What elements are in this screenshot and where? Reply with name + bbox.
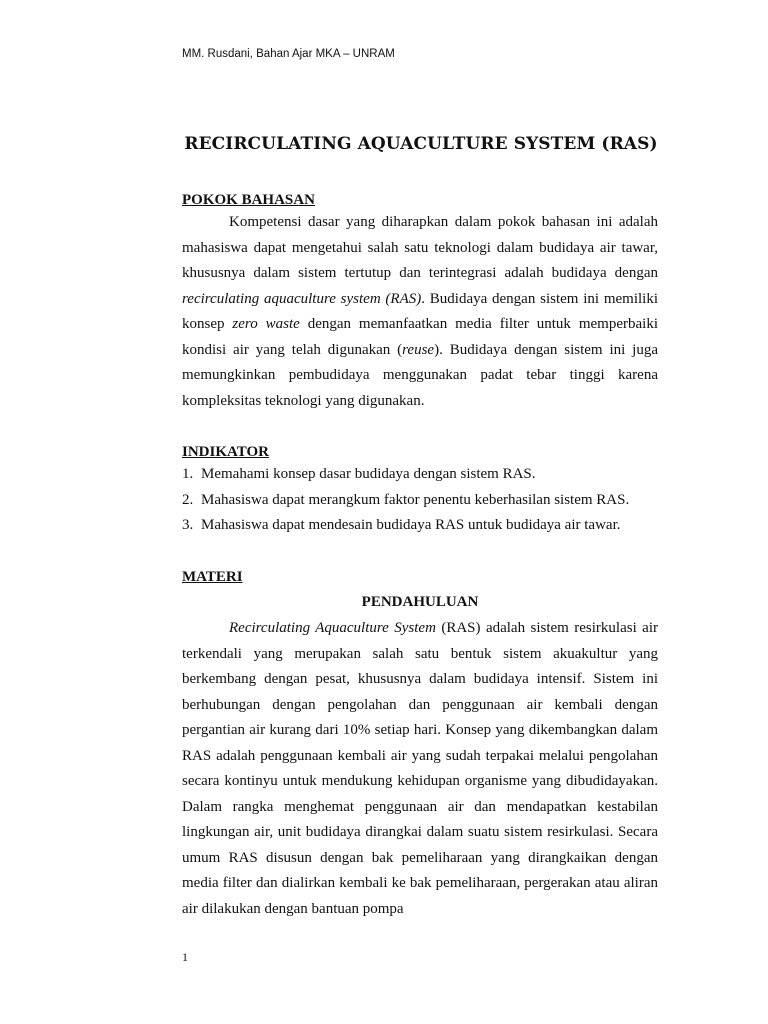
- pendahuluan-subheading: PENDAHULUAN: [361, 594, 479, 610]
- list-item: 2. Mahasiswa dapat merangkum faktor penentu keberhasilan sistem RAS.: [182, 491, 630, 508]
- pokok-bahasan-heading: POKOK BAHASAN: [182, 192, 315, 208]
- indikator-list: [182, 462, 658, 539]
- pokok-bahasan-paragraph: Kompetensi dasar yang diharapkan dalam pokok bahasan ini adalah mahasiswa dapat mengetahui salah satu teknologi dalam budidaya air tawar, khususnya dalam sistem tertutup dan terintegrasi adalah budidaya dengan recirculating aquaculture system (RAS). Budidaya dengan sistem ini memiliki konsep zero waste dengan memanfaatkan media filter untuk memperbaiki kondisi air yang telah digunakan (reuse). Budidaya dengan sistem ini juga memungkinkan pembudidaya menggunakan padat tebar tinggi karena kompleksitas teknologi yang digunakan.: [182, 214, 659, 409]
- running-header: MM. Rusdani, Bahan Ajar MKA – UNRAM: [182, 48, 395, 60]
- materi-heading: MATERI: [182, 569, 243, 585]
- materi-paragraph: Recirculating Aquaculture System (RAS) adalah sistem resirkulasi air terkendali yang merupakan salah satu bentuk sistem akuakultur yang berkembang dengan pesat, khususnya dalam budidaya intensif. Sistem ini berhubungan dengan pengolahan dan penggunaan air kembali dengan pergantian air kurang dari 10% setiap hari. Konsep yang dikembangkan dalam RAS adalah penggunaan kembali air yang sudah terpakai melalui pengolahan secara kontinyu untuk mendukung kehidupan organisme yang dibudidayakan. Dalam rangka menghemat penggunaan air dan mendapatkan kestabilan lingkungan air, unit budidaya dirangkai dalam suatu sistem resirkulasi. Secara umum RAS disusun dengan bak pemeliharaan yang dirangkaikan dengan media filter dan dialirkan kembali ke bak pemeliharaan, pergerakan atau aliran air dilakukan dengan bantuan pompa: [182, 620, 659, 917]
- list-item: 1. Memahami konsep dasar budidaya dengan sistem RAS.: [182, 466, 536, 482]
- list-item: 3. Mahasiswa dapat mendesain budidaya RAS untuk budidaya air tawar.: [182, 517, 621, 533]
- indikator-heading: INDIKATOR: [182, 444, 269, 460]
- page-number: 1: [182, 950, 188, 964]
- document-title: RECIRCULATING AQUACULTURE SYSTEM (RAS): [184, 134, 658, 154]
